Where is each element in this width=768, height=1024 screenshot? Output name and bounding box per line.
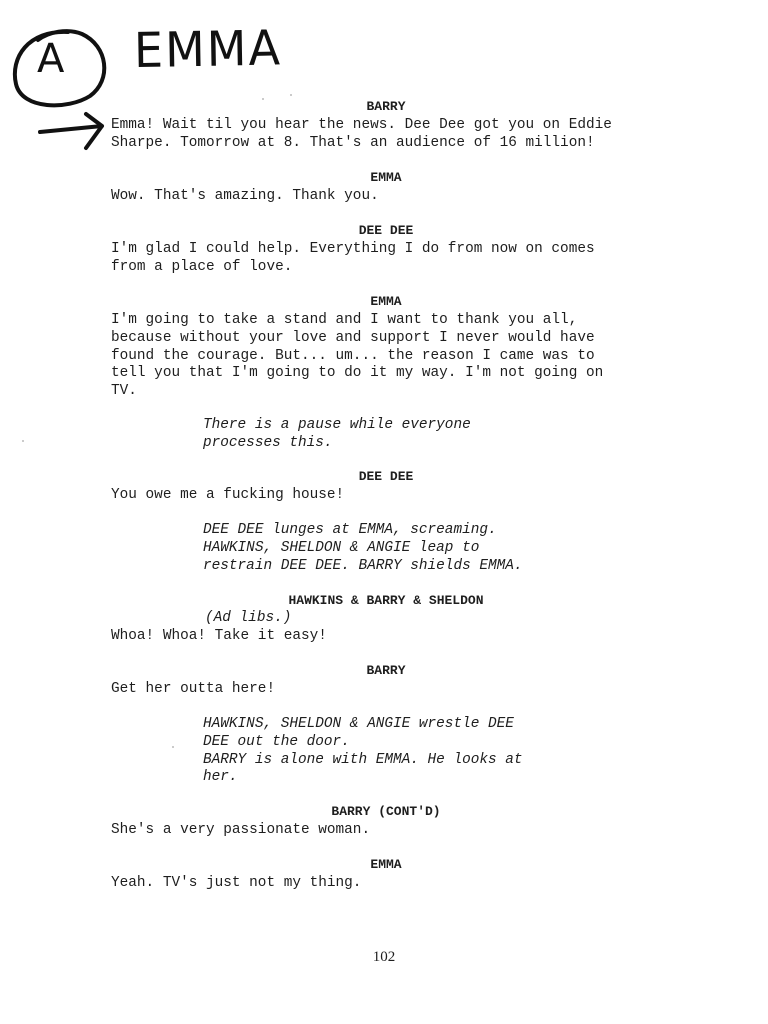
action-line: DEE DEE lunges at EMMA, screaming.	[203, 522, 497, 538]
action-line: processes this.	[203, 434, 333, 451]
action-line: DEE out the door.	[203, 733, 350, 750]
character-name: HAWKINS & BARRY & SHELDON	[288, 593, 484, 608]
dialogue	[111, 117, 651, 153]
character-name: BARRY	[366, 99, 406, 114]
dialogue-line: TV.	[111, 383, 137, 400]
character-name: EMMA	[370, 294, 402, 309]
character-name: EMMA	[370, 170, 402, 185]
dialogue	[111, 188, 651, 206]
action-line: HAWKINS, SHELDON & ANGIE wrestle DEE	[203, 716, 514, 732]
character-name: EMMA	[370, 857, 402, 872]
dialogue	[111, 681, 651, 699]
dialogue	[111, 241, 651, 277]
circled-letter: A	[37, 36, 65, 82]
dialogue-line: Whoa! Whoa! Take it easy!	[111, 628, 327, 644]
dialogue	[111, 875, 651, 893]
scan-speck	[172, 746, 174, 748]
dialogue-line: I'm going to take a stand and I want to thank you all,	[111, 312, 578, 328]
handwritten-name: EMMA	[133, 19, 283, 79]
character-name: BARRY (CONT'D)	[331, 804, 441, 819]
action-text	[203, 716, 643, 787]
dialogue-line: found the courage. But... um... the reason I came was to	[111, 347, 595, 364]
character-name: DEE DEE	[358, 469, 414, 484]
dialogue-line: Wow. That's amazing. Thank you.	[111, 188, 379, 204]
action-line: BARRY is alone with EMMA. He looks at	[203, 751, 523, 768]
dialogue-line: tell you that I'm going to do it my way. I'm not going on	[111, 365, 604, 382]
action-line: restrain DEE DEE. BARRY shields EMMA.	[203, 557, 523, 574]
hand-drawn-arrow-icon	[40, 114, 102, 148]
character-name: BARRY	[366, 663, 406, 678]
action-line: HAWKINS, SHELDON & ANGIE leap to	[203, 539, 480, 556]
dialogue	[111, 487, 651, 505]
dialogue-line: I'm glad I could help. Everything I do from now on comes	[111, 241, 595, 257]
page-number: 102	[372, 949, 396, 965]
dialogue	[111, 628, 651, 646]
action-text	[203, 522, 643, 575]
parenthetical: (Ad libs.)	[205, 610, 292, 626]
dialogue	[111, 312, 651, 401]
character-name: DEE DEE	[358, 223, 414, 238]
dialogue-line: Get her outta here!	[111, 681, 276, 697]
action-text	[203, 417, 643, 453]
dialogue-line: Yeah. TV's just not my thing.	[111, 875, 362, 891]
scan-speck	[262, 98, 264, 100]
dialogue-line: You owe me a fucking house!	[111, 487, 345, 503]
action-line: her.	[203, 769, 238, 786]
dialogue-line: She's a very passionate woman.	[111, 822, 371, 838]
dialogue-line: because without your love and support I never would have	[111, 329, 595, 346]
scan-speck	[290, 94, 292, 96]
dialogue-line: Sharpe. Tomorrow at 8. That's an audience of 16 million!	[111, 134, 595, 151]
dialogue-line: from a place of love.	[111, 258, 293, 275]
scan-speck	[22, 440, 24, 442]
dialogue-line: Emma! Wait til you hear the news. Dee Dee got you on Eddie	[111, 117, 612, 133]
dialogue	[111, 822, 651, 840]
action-line: There is a pause while everyone	[203, 417, 471, 433]
